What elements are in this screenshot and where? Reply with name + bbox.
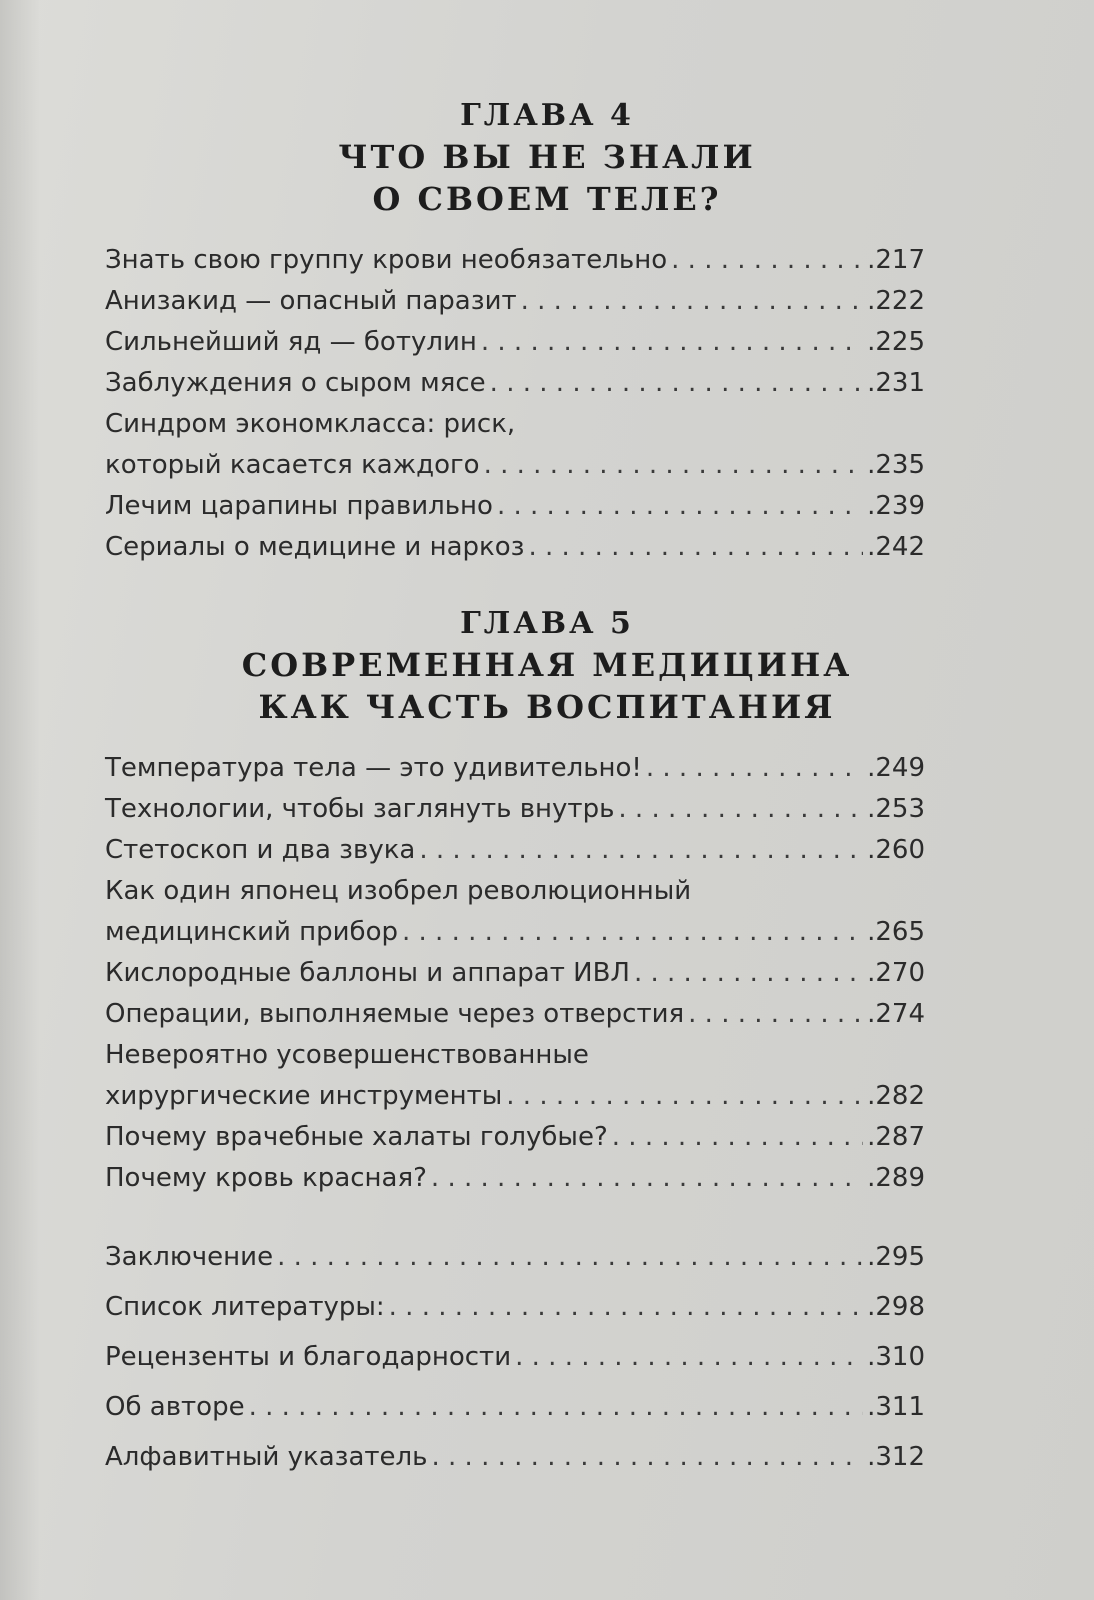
toc-entry[interactable] <box>105 527 925 568</box>
chapter-title-line: КАК ЧАСТЬ ВОСПИТАНИЯ <box>258 688 836 726</box>
dot-leader <box>277 1232 863 1282</box>
toc-entry-first-line[interactable] <box>105 871 925 912</box>
dot-leader <box>688 994 863 1035</box>
toc-entry-title: Кислородные баллоны и аппарат ИВЛ <box>105 958 630 988</box>
toc-entry[interactable] <box>105 912 925 953</box>
toc-entry-title: Алфавитный указатель <box>105 1442 428 1472</box>
toc-entry-title: Лечим царапины правильно <box>105 491 493 521</box>
toc-entry-title: Операции, выполняемые через отверстия <box>105 999 685 1029</box>
toc-page-number: .249 <box>867 753 925 783</box>
dot-leader <box>671 240 863 281</box>
toc-entry[interactable] <box>105 1232 925 1282</box>
toc-entry-title: Стетоскоп и два звука <box>105 835 416 865</box>
toc-entry-title: который касается каждого <box>105 450 480 480</box>
toc-entry-title: хирургические инструменты <box>105 1081 503 1111</box>
toc-entry-title: Сильнейший яд — ботулин <box>105 327 477 357</box>
toc-page-number: .298 <box>867 1292 925 1322</box>
dot-leader <box>432 1432 864 1482</box>
toc-page-number: .253 <box>867 794 925 824</box>
dot-leader <box>634 953 863 994</box>
toc-entry-title: Рецензенты и благодарности <box>105 1342 512 1372</box>
toc-entry-title: Почему врачебные халаты голубые? <box>105 1122 608 1152</box>
toc-entry[interactable] <box>105 748 925 789</box>
dot-leader <box>497 486 863 527</box>
chapter-number: ГЛАВА 5 <box>460 606 634 641</box>
toc-entry-title: Список литературы: <box>105 1292 385 1322</box>
dot-leader <box>618 789 863 830</box>
toc-entry[interactable] <box>105 994 925 1035</box>
toc-page-number: .225 <box>867 327 925 357</box>
toc-entry-title: медицинский прибор <box>105 917 398 947</box>
toc-page-number: .282 <box>867 1081 925 1111</box>
toc-entry-title: Как один японец изобрел революционный <box>105 876 692 906</box>
toc-page-number: .235 <box>867 450 925 480</box>
toc-entry[interactable] <box>105 1332 925 1382</box>
toc-entry[interactable] <box>105 322 925 363</box>
toc-entry-title: Температура тела — это удивительно! <box>105 753 642 783</box>
toc-entry[interactable] <box>105 830 925 871</box>
toc-page-number: .242 <box>867 532 925 562</box>
toc-entry-title: Синдром экономкласса: риск, <box>105 409 516 439</box>
toc-page-number: .265 <box>867 917 925 947</box>
dot-leader <box>402 912 863 953</box>
toc-entry-title: Об авторе <box>105 1392 245 1422</box>
back-matter-toc <box>105 1232 925 1482</box>
toc-page-number: .295 <box>867 1242 925 1272</box>
toc-page-number: .239 <box>867 491 925 521</box>
toc-entry-title: Анизакид — опасный паразит <box>105 286 517 316</box>
toc-entry-title: Почему кровь красная? <box>105 1163 427 1193</box>
dot-leader <box>646 748 863 789</box>
toc-entry[interactable] <box>105 789 925 830</box>
dot-leader <box>506 1076 863 1117</box>
dot-leader <box>521 281 864 322</box>
toc-entry-first-line[interactable] <box>105 1035 925 1076</box>
toc-page-number: .222 <box>867 286 925 316</box>
chapter-number: ГЛАВА 4 <box>460 98 634 133</box>
dot-leader <box>419 830 863 871</box>
toc-page-number: .312 <box>867 1442 925 1472</box>
toc-page-number: .310 <box>867 1342 925 1372</box>
dot-leader <box>481 322 863 363</box>
toc-entry[interactable] <box>105 281 925 322</box>
dot-leader <box>249 1382 864 1432</box>
dot-leader <box>515 1332 863 1382</box>
toc-entry-title: Невероятно усовершенствованные <box>105 1040 589 1070</box>
dot-leader <box>484 445 864 486</box>
toc-entry[interactable] <box>105 1117 925 1158</box>
toc-entry[interactable] <box>105 1282 925 1332</box>
chapter-title-line: О СВОЕМ ТЕЛЕ? <box>372 180 722 218</box>
chapter-title-line: ЧТО ВЫ НЕ ЗНАЛИ <box>338 138 756 176</box>
chapter-4-heading <box>0 96 1094 220</box>
toc-page-number: .260 <box>867 835 925 865</box>
dot-leader <box>389 1282 863 1332</box>
toc-entry[interactable] <box>105 1432 925 1482</box>
toc-entry-first-line[interactable] <box>105 404 925 445</box>
toc-entry[interactable] <box>105 240 925 281</box>
dot-leader <box>612 1117 863 1158</box>
toc-entry-title: Сериалы о медицине и наркоз <box>105 532 525 562</box>
toc-page-number: .289 <box>867 1163 925 1193</box>
chapter-4-toc <box>105 240 925 568</box>
toc-entry[interactable] <box>105 1076 925 1117</box>
toc-entry-title: Знать свою группу крови необязательно <box>105 245 668 275</box>
toc-entry[interactable] <box>105 1158 925 1199</box>
toc-page-number: .274 <box>867 999 925 1029</box>
chapter-5-heading <box>0 604 1094 728</box>
toc-entry-title: Заключение <box>105 1242 274 1272</box>
toc-entry[interactable] <box>105 363 925 404</box>
dot-leader <box>431 1158 863 1199</box>
toc-page-number: .311 <box>867 1392 925 1422</box>
dot-leader <box>528 527 863 568</box>
toc-entry[interactable] <box>105 445 925 486</box>
toc-entry[interactable] <box>105 953 925 994</box>
spine-shadow <box>0 0 40 1600</box>
toc-entry[interactable] <box>105 486 925 527</box>
chapter-title-line: СОВРЕМЕННАЯ МЕДИЦИНА <box>241 646 853 684</box>
toc-page-number: .231 <box>867 368 925 398</box>
toc-entry-title: Технологии, чтобы заглянуть внутрь <box>105 794 615 824</box>
toc-page-number: .287 <box>867 1122 925 1152</box>
toc-entry-title: Заблуждения о сыром мясе <box>105 368 486 398</box>
dot-leader <box>490 363 863 404</box>
chapter-5-toc <box>105 748 925 1199</box>
toc-page-number: .270 <box>867 958 925 988</box>
toc-entry[interactable] <box>105 1382 925 1432</box>
toc-page-number: .217 <box>867 245 925 275</box>
